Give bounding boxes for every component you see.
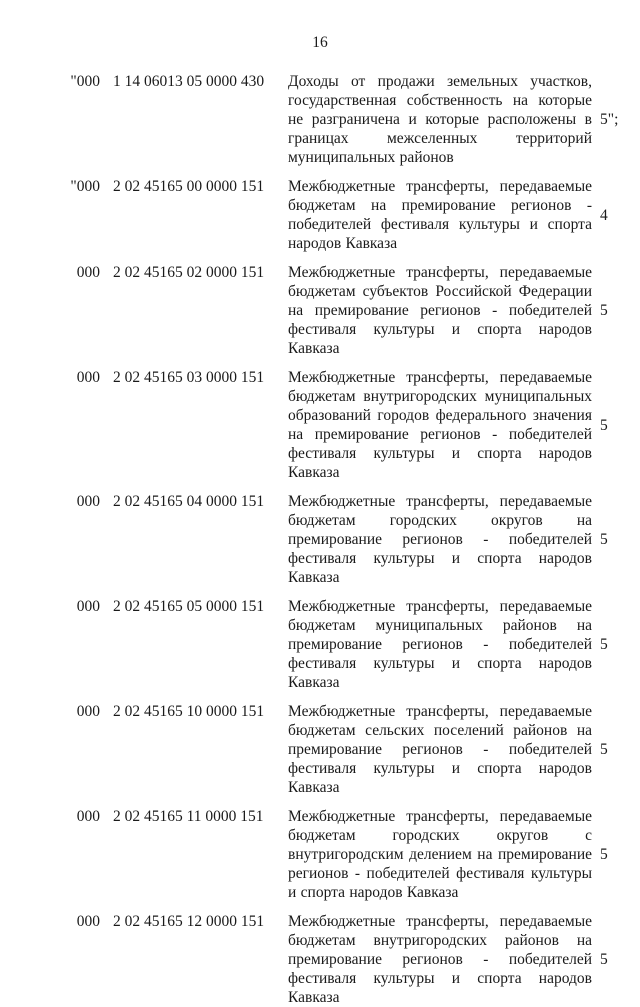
table-row	[52, 702, 640, 797]
budget-code-cell: 2 02 45165 02 0000 151	[113, 264, 265, 281]
description-cell: Межбюджетные трансферты, передаваемые бюджетам внутригородских районов на премирование регионов - победителей фестиваля культуры и спорта народов Кавказа	[288, 913, 592, 1006]
description-cell: Межбюджетные трансферты, передаваемые бюджетам на премирование регионов - победителей фестиваля культуры и спорта народов Кавказа	[288, 178, 592, 252]
admin-code-cell: 000	[76, 808, 100, 825]
description-cell: Межбюджетные трансферты, передаваемые бюджетам субъектов Российской Федерации на премирование регионов - победителей фестиваля культуры и спорта народов Кавказа	[288, 264, 592, 357]
budget-code-cell: 2 02 45165 00 0000 151	[113, 178, 265, 195]
admin-code-cell: 000	[76, 264, 100, 281]
admin-code-cell: 000	[76, 493, 100, 510]
admin-code-cell: 000	[76, 913, 100, 930]
footnote-ref: 5	[600, 416, 608, 434]
admin-code-cell: "000	[70, 73, 100, 90]
description-cell: Межбюджетные трансферты, передаваемые бюджетам муниципальных районов на премирование регионов - победителей фестиваля культуры и спорта народов Кавказа	[288, 598, 592, 691]
table-row	[52, 72, 640, 167]
footnote-ref: 5	[600, 741, 608, 758]
description-cell: Межбюджетные трансферты, передаваемые бюджетам городских округов на премирование регионов - победителей фестиваля культуры и спорта народов Кавказа	[288, 493, 592, 586]
budget-code-cell: 2 02 45165 05 0000 151	[113, 598, 265, 615]
table-row	[52, 492, 640, 587]
description-cell: Межбюджетные трансферты, передаваемые бюджетам городских округов с внутригородским делением на премирование регионов - победителей фестиваля культуры и спорта народов Кавказа	[288, 808, 592, 901]
footnote-ref: 5	[600, 846, 608, 863]
footnote-ref: 5	[600, 302, 608, 319]
admin-code-cell: 000	[76, 598, 100, 615]
table-row	[52, 597, 640, 692]
admin-code-cell: 000	[76, 369, 100, 386]
table-row	[52, 368, 640, 482]
footnote-ref: 5	[600, 636, 608, 653]
budget-code-cell: 2 02 45165 12 0000 151	[113, 913, 265, 930]
budget-code-cell: 2 02 45165 10 0000 151	[113, 703, 265, 720]
admin-code-cell: "000	[70, 178, 100, 195]
table-row	[52, 807, 640, 902]
description-cell: Межбюджетные трансферты, передаваемые бюджетам внутригородских муниципальных образований городов федерального значения на премирование регионов - победителей фестиваля культуры и спорта народов Кавказа	[288, 369, 592, 481]
budget-code-cell: 2 02 45165 11 0000 151	[113, 808, 264, 825]
description-cell: Межбюджетные трансферты, передаваемые бюджетам сельских поселений районов на премирование регионов - победителей фестиваля культуры и спорта народов Кавказа	[288, 703, 592, 796]
footnote-ref: 5";	[600, 111, 619, 128]
footnote-ref: 4	[600, 206, 608, 224]
budget-codes-table	[52, 72, 640, 1007]
description-cell: Доходы от продажи земельных участков, государственная собственность на которые не разграничена и которые расположены в границах межселенных территорий муниципальных районов	[288, 73, 592, 166]
footnote-ref: 5	[600, 531, 608, 548]
table-row	[52, 177, 640, 253]
table-row	[52, 912, 640, 1007]
admin-code-cell: 000	[76, 703, 100, 720]
budget-code-cell: 2 02 45165 03 0000 151	[113, 369, 265, 386]
budget-code-cell: 1 14 06013 05 0000 430	[113, 73, 265, 90]
page-number: 16	[312, 34, 328, 51]
footnote-ref: 5	[600, 951, 608, 968]
budget-code-cell: 2 02 45165 04 0000 151	[113, 493, 265, 510]
table-row	[52, 263, 640, 358]
